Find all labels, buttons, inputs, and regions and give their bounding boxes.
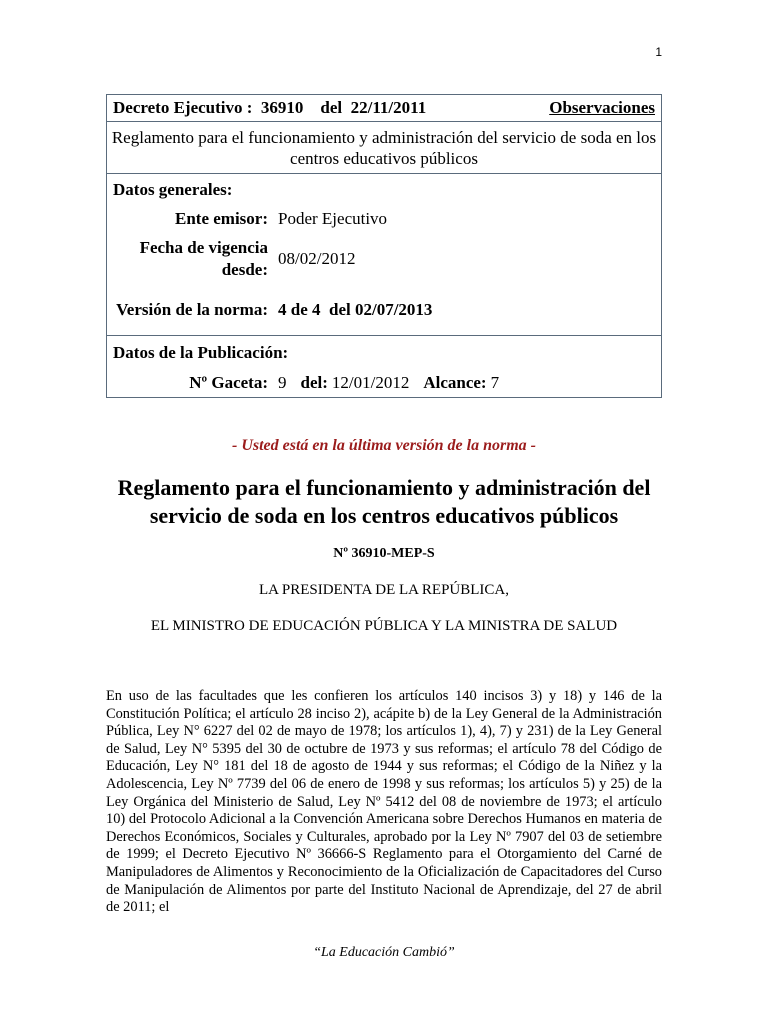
publicacion-header bbox=[107, 335, 661, 369]
version-row bbox=[107, 284, 661, 335]
ministro-line: EL MINISTRO DE EDUCACIÓN PÚBLICA Y LA MINISTRA DE SALUD bbox=[150, 618, 618, 634]
decree-header-row bbox=[107, 95, 661, 122]
publicacion-label: Datos de la Publicación: bbox=[113, 342, 289, 362]
alcance-value: 7 bbox=[490, 373, 500, 392]
datos-generales-label: Datos generales: bbox=[113, 179, 233, 199]
alcance-label: Alcance: bbox=[423, 373, 487, 392]
body-paragraph: En uso de las facultades que les confieren los artículos 140 incisos 3) y 18) y 146 de la Constitución Política; el artículo 28 inciso 2), acápite b) de la Ley General de la Administración Pública, Ley N° 6227 del 02 de mayo de 1978; los artículos 1), 4), 7) y 231) de la Ley General de Salud, Ley N° 5395 del 30 de octubre de 1973 y sus reformas; el artículo 78 del Código de Educación, Ley N° 181 del 18 de agosto de 1944 y sus reformas; el Código de la Niñez y la Adolescencia, Ley Nº 7739 del 06 de enero de 1998 y sus reformas; los artículos 5) y 25) de la Ley Orgánica del Ministerio de Salud, Ley Nº 5412 del 08 de noviembre de 1973; el artículo 10) del Protocolo Adicional a la Convención Americana sobre Derechos Humanos en materia de Derechos Económicos, Sociales y Culturales, aprobado por la Ley Nº 7907 del 03 de setiembre de 1999; el Decreto Ejecutivo Nº 36666-S Reglamento para el Otorgamiento del Carné de Manipuladores de Alimentos y Reconocimiento de la Oficialización de Capacitadores del Curso de Manipulación de Alimentos por parte del Instituto Nacional de Aprendizaje, del 27 de abril de 2011; el bbox=[106, 688, 662, 916]
main-title: Reglamento para el funcionamiento y administración del servicio de soda en los centros educativos públicos bbox=[117, 475, 651, 528]
metadata-table bbox=[106, 94, 662, 398]
del-label: del: bbox=[300, 373, 328, 392]
vigencia-value: 08/02/2012 bbox=[278, 248, 356, 268]
gaceta-label: Nº Gaceta: bbox=[189, 373, 268, 392]
ente-emisor-label: Ente emisor: bbox=[174, 209, 268, 228]
latest-version-notice: - Usted está en la última versión de la norma - bbox=[232, 437, 536, 454]
version-label: Versión de la norma: bbox=[116, 299, 268, 319]
version-value: 4 de 4 del 02/07/2013 bbox=[278, 299, 433, 319]
decree-number: Nº 36910-MEP-S bbox=[333, 546, 435, 561]
datos-generales-header bbox=[107, 174, 661, 205]
decree-title: Reglamento para el funcionamiento y administración del servicio de soda en los centros educativos públicos bbox=[107, 122, 661, 174]
gaceta-value: 9 bbox=[278, 373, 287, 392]
decree-label: Decreto Ejecutivo : 36910 del 22/11/2011 bbox=[113, 98, 427, 117]
page-number: 1 bbox=[655, 45, 662, 59]
ente-emisor-value: Poder Ejecutivo bbox=[278, 209, 388, 228]
ente-emisor-row bbox=[107, 205, 661, 233]
footer-slogan: “La Educación Cambió” bbox=[313, 945, 455, 960]
observaciones-link[interactable]: Observaciones bbox=[549, 98, 655, 117]
del-value: 12/01/2012 bbox=[331, 373, 410, 392]
presidenta-line: LA PRESIDENTA DE LA REPÚBLICA, bbox=[258, 582, 510, 598]
gaceta-row bbox=[107, 369, 661, 397]
vigencia-label: Fecha de vigencia desde: bbox=[139, 237, 268, 279]
vigencia-row bbox=[107, 233, 661, 284]
